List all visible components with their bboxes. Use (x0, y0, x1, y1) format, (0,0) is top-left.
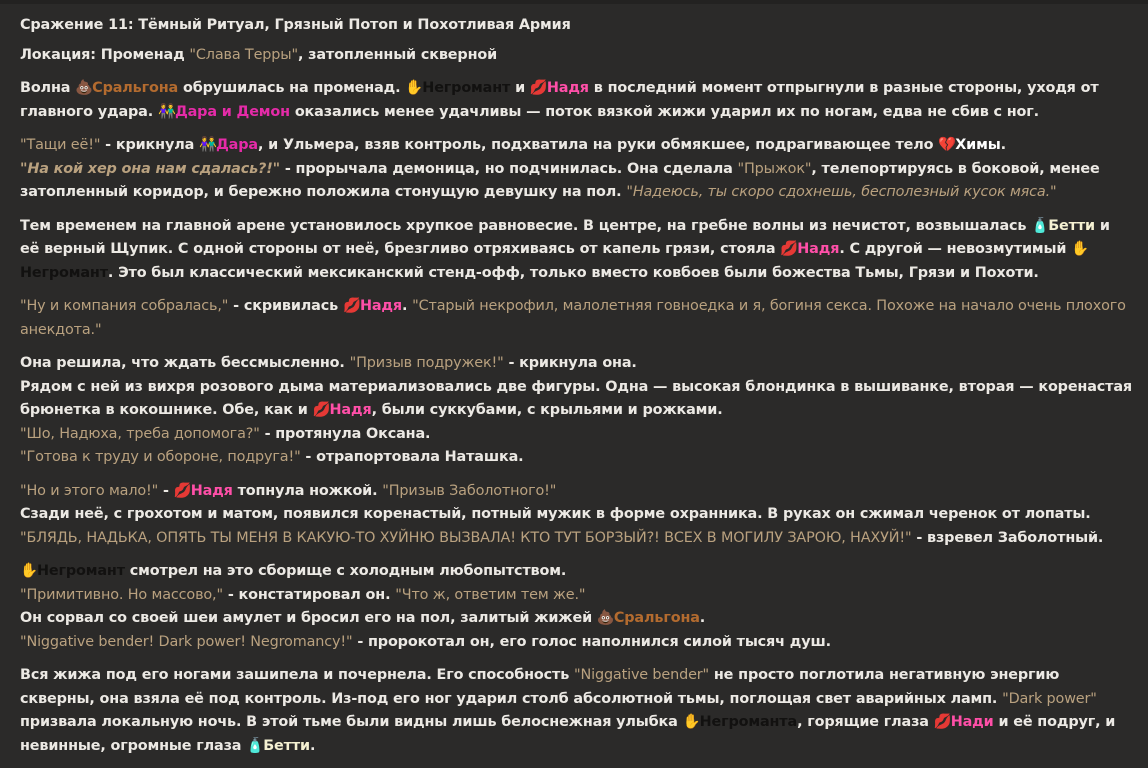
quote: "Шо, Надюха, треба допомога?" (20, 425, 260, 442)
paragraph-3 (20, 215, 1132, 286)
text: - крикнула (100, 137, 200, 153)
character-negromant: Негромант (37, 563, 125, 579)
quote: "Что ж, ответим тем же." (395, 586, 586, 603)
text: - констатировал он. (222, 586, 396, 603)
text: в последний момент отпрыгнули в разные стороны, уходя от главного удара. (20, 80, 1099, 120)
text: Он сорвал со своей шеи амулет и бросил его на пол, залитый жижей (20, 610, 597, 626)
couple-icon: 👫 (157, 103, 176, 120)
text: . (309, 737, 316, 754)
character-nadya: Надя (797, 241, 840, 257)
paragraph-7 (20, 560, 1132, 654)
character-betti: Бетти (263, 737, 310, 754)
text: Сзади неё, с грохотом и матом, появился коренастый, потный мужик в форме охранника. В руках он сжимал черенок от лопаты. (20, 506, 1091, 522)
text: не просто поглотила негативную энергию скверны, она взяла её под контроль. Из-под его ног ударил столб абсолютной тьмы, поглощая свет аварийных ламп. (20, 667, 1060, 707)
paragraph-6 (20, 480, 1132, 551)
text: Волна (20, 80, 76, 96)
text: . (699, 610, 706, 626)
character-nadya: Нади (950, 714, 994, 730)
paragraph-2 (20, 134, 1132, 205)
poop-icon: 💩 (75, 80, 93, 96)
text: . С другой — невозмутимый (839, 241, 1072, 257)
quote: "Niggative bender! Dark power! Negromancy!" (20, 633, 353, 650)
battle-title: Сражение 11: Тёмный Ритуал, Грязный Потоп и Похотливая Армия (20, 17, 571, 33)
character-sralgona: Сральгона (613, 610, 700, 626)
ability-name: "Прыжок" (737, 160, 812, 177)
quote: "Старый некрофил, малолетняя говноедка и я, богиня секса. Похоже на начало очень плохого анекдота." (20, 298, 1126, 338)
quote: "Тащи её!" (20, 137, 101, 153)
quote: "БЛЯДЬ, НАДЬКА, ОПЯТЬ ТЫ МЕНЯ В КАКУЮ-ТО ХУЙНЮ ВЫЗВАЛА! КТО ТУТ БОРЗЫЙ?! ВСЕХ В МОГИЛУ ЗАРОЮ, НАХУЙ!" (20, 529, 912, 546)
text: призвала локальную ночь. В этой тьме были видны лишь белоснежная улыбка (20, 714, 683, 730)
poop-icon: 💩 (596, 610, 615, 626)
text: оказались менее удачливы — поток вязкой жижи ударил их по ногам, едва не сбив с ног. (289, 103, 1039, 120)
text: смотрел на это сборище с холодным любопытством. (124, 563, 567, 579)
character-nadya: Надя (359, 298, 402, 314)
text: . (1000, 137, 1006, 153)
couple-icon: 👫 (199, 137, 217, 153)
hand-icon: ✋ (405, 80, 424, 96)
text: , горящие глаза (797, 714, 934, 730)
character-dara: Дара (216, 137, 258, 153)
hand-icon: ✋ (682, 714, 701, 730)
ability-name: "Niggative bender" (574, 667, 710, 683)
paragraph-5 (20, 352, 1132, 470)
character-nadya: Надя (190, 482, 233, 499)
quote-italic: "На кой хер она нам сдалась?!" (20, 160, 280, 177)
text: Тем временем на главной арене установилось хрупкое равновесие. В центре, на гребне волны из нечистот, возвышалась (20, 217, 1032, 234)
text: - пророкотал он, его голос наполнился силой тысяч душ. (352, 633, 831, 650)
text: и её верный Щупик. С одной стороны от неё, брезгливо отряхиваясь от капель грязи, стояла (20, 217, 1110, 257)
text: , телепортируясь в боковой, менее затопленный коридор, и бережно положила стонущую девушку на пол. (20, 160, 1100, 200)
character-dara-demon: Дара и Демон (174, 103, 290, 120)
text: . (401, 298, 413, 314)
text: , были суккубами, с крыльями и рожками. (371, 402, 723, 418)
text: , и Ульмера, взяв контроль, подхватила на руки обмякшее, подрагивающее тело (257, 137, 939, 153)
lips-icon: 💋 (173, 482, 192, 499)
bottle-icon: 🧴 (1031, 217, 1049, 234)
character-betti: Бетти (1048, 217, 1095, 234)
text: - крикнула она. (503, 355, 637, 371)
lips-icon: 💋 (933, 714, 952, 730)
text: - (158, 482, 174, 499)
ability-name: "Призыв Заболотного!" (382, 482, 557, 499)
quote: "Ну и компания собралась," (20, 298, 229, 314)
lips-icon: 💋 (780, 241, 799, 257)
character-negromant: Негроманта (699, 714, 798, 730)
lips-icon: 💋 (342, 298, 361, 314)
text: - прорычала демоница, но подчинилась. Она сделала (280, 160, 738, 177)
hand-icon: ✋ (1071, 241, 1089, 257)
character-negromant: Негромант (422, 80, 511, 96)
location-name: "Слава Терры" (189, 46, 298, 63)
paragraph-4 (20, 295, 1132, 342)
character-khima: Химы (955, 137, 1001, 153)
location-label: Локация: Променад (20, 46, 190, 63)
text: - отрапортовала Наташка. (300, 449, 524, 465)
top-border (0, 0, 1148, 4)
quote: "Готова к труду и обороне, подруга!" (20, 449, 301, 465)
text: обрушилась на променад. (178, 80, 406, 96)
text: - скривилась (228, 298, 343, 314)
lips-icon: 💋 (312, 402, 331, 418)
hand-icon: ✋ (20, 563, 38, 579)
ability-name: "Dark power" (1002, 690, 1097, 707)
text: Рядом с ней из вихря розового дыма материализовались две фигуры. Одна — высокая блондинка в вышиванке, вторая — коренастая брюнетка в кокошнике. Обе, как и (20, 378, 1133, 418)
text: . Это был классический мексиканский стенд-офф, только вместо ковбоев были божества Тьмы, Грязи и Похоти. (107, 264, 1039, 281)
character-sralgona: Сральгона (92, 80, 179, 96)
text: и (510, 80, 530, 96)
location-line (20, 44, 1132, 68)
text: - протянула Оксана. (259, 425, 431, 442)
location-tail: , затопленный скверной (297, 46, 498, 63)
broken-heart-icon: 💔 (938, 137, 957, 153)
text: Она решила, что ждать бессмысленно. (20, 355, 350, 371)
text: и её подруг, и невинные, огромные глаза (20, 714, 1116, 754)
quote-italic: "Надеюсь, ты скоро сдохнешь, бесполезный кусок мяса." (626, 184, 1057, 200)
paragraph-1 (20, 77, 1132, 124)
character-negromant: Негромант (20, 264, 108, 281)
text: Вся жижа под его ногами зашипела и почернела. Его способность (20, 667, 575, 683)
quote: "Примитивно. Но массово," (20, 586, 223, 603)
text: - взревел Заболотный. (911, 529, 1104, 546)
character-nadya: Надя (329, 402, 372, 418)
battle-log (20, 14, 1132, 768)
bottle-icon: 🧴 (246, 737, 264, 754)
text: топнула ножкой. (232, 482, 383, 499)
character-nadya: Надя (546, 80, 589, 96)
quote: "Но и этого мало!" (20, 482, 159, 499)
paragraph-8 (20, 664, 1132, 758)
lips-icon: 💋 (529, 80, 548, 96)
ability-name: "Призыв подружек!" (349, 355, 504, 371)
